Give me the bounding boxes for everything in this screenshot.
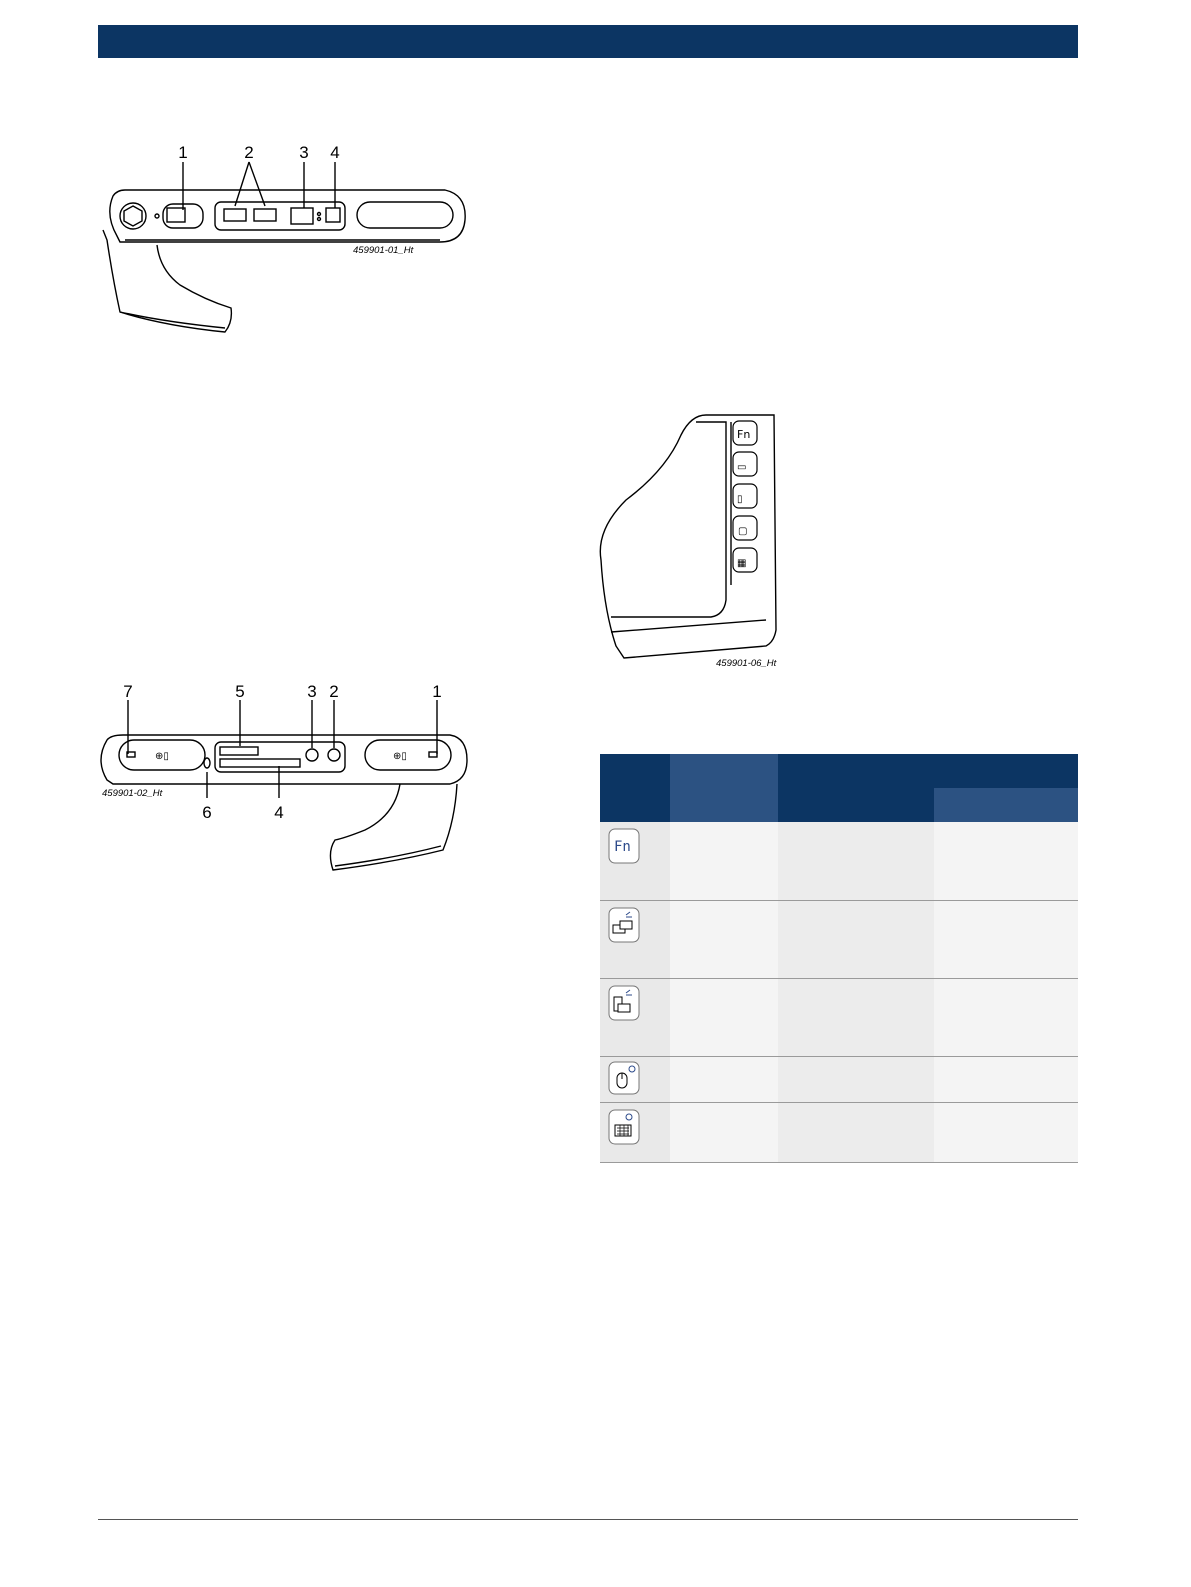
- figure-id-side: 459901-06_Ht: [716, 658, 777, 669]
- callout-3: 3: [307, 682, 317, 701]
- display-switch-key-icon: [608, 907, 640, 943]
- table-row: [600, 822, 1078, 900]
- side-fn-label: Fn: [737, 428, 751, 441]
- mouse-light-key-icon: [608, 1061, 640, 1095]
- table-row: [600, 978, 1078, 1056]
- tablet-side-drawing: [596, 410, 786, 672]
- table-header-function: [778, 754, 1078, 788]
- table-header-row: [600, 754, 1078, 788]
- callout-4: 4: [274, 803, 284, 822]
- svg-text:▦: ▦: [737, 558, 747, 569]
- callout-3: 3: [299, 143, 309, 162]
- table-header-icon: [600, 754, 670, 822]
- table-subheader-a: [778, 788, 934, 822]
- table-header-key: [670, 754, 778, 822]
- tablet-top-edge-drawing: [95, 140, 475, 340]
- callout-6: 6: [202, 803, 212, 822]
- callout-2: 2: [329, 682, 339, 701]
- rotate-screen-key-icon: [608, 985, 640, 1021]
- svg-text:▢: ▢: [738, 526, 748, 537]
- callout-1: 1: [432, 682, 442, 701]
- footer-rule: [98, 1519, 1078, 1520]
- header-separator: [1130, 34, 1132, 49]
- key-function-table: [600, 754, 1078, 1163]
- table-row: [600, 1102, 1078, 1162]
- callout-4: 4: [330, 143, 340, 162]
- figure-id-bottom: 459901-02_Ht: [102, 788, 163, 799]
- callout-5: 5: [235, 682, 245, 701]
- table-row: [600, 1056, 1078, 1102]
- svg-text:⊕▯: ⊕▯: [155, 751, 169, 762]
- tablet-bottom-edge-drawing: [95, 680, 480, 880]
- callout-7: 7: [123, 682, 133, 701]
- figure-bottom-edge: [95, 680, 480, 880]
- figure-id-top: 459901-01_Ht: [353, 245, 414, 256]
- callout-2: 2: [244, 143, 254, 162]
- svg-text:Fn: Fn: [614, 839, 631, 855]
- svg-text:▯: ▯: [737, 494, 743, 505]
- keyboard-light-key-icon: [608, 1109, 640, 1145]
- fn-key-icon: [608, 828, 640, 864]
- table-cell-icon: [600, 822, 670, 900]
- header-bar: [98, 25, 1078, 58]
- figure-top-edge: [95, 140, 475, 340]
- svg-text:▭: ▭: [737, 462, 747, 473]
- table-subheader-b: [934, 788, 1078, 822]
- table-row: [600, 900, 1078, 978]
- figure-side-keys: [596, 410, 786, 672]
- svg-text:⊕▯: ⊕▯: [393, 751, 407, 762]
- callout-1: 1: [178, 143, 188, 162]
